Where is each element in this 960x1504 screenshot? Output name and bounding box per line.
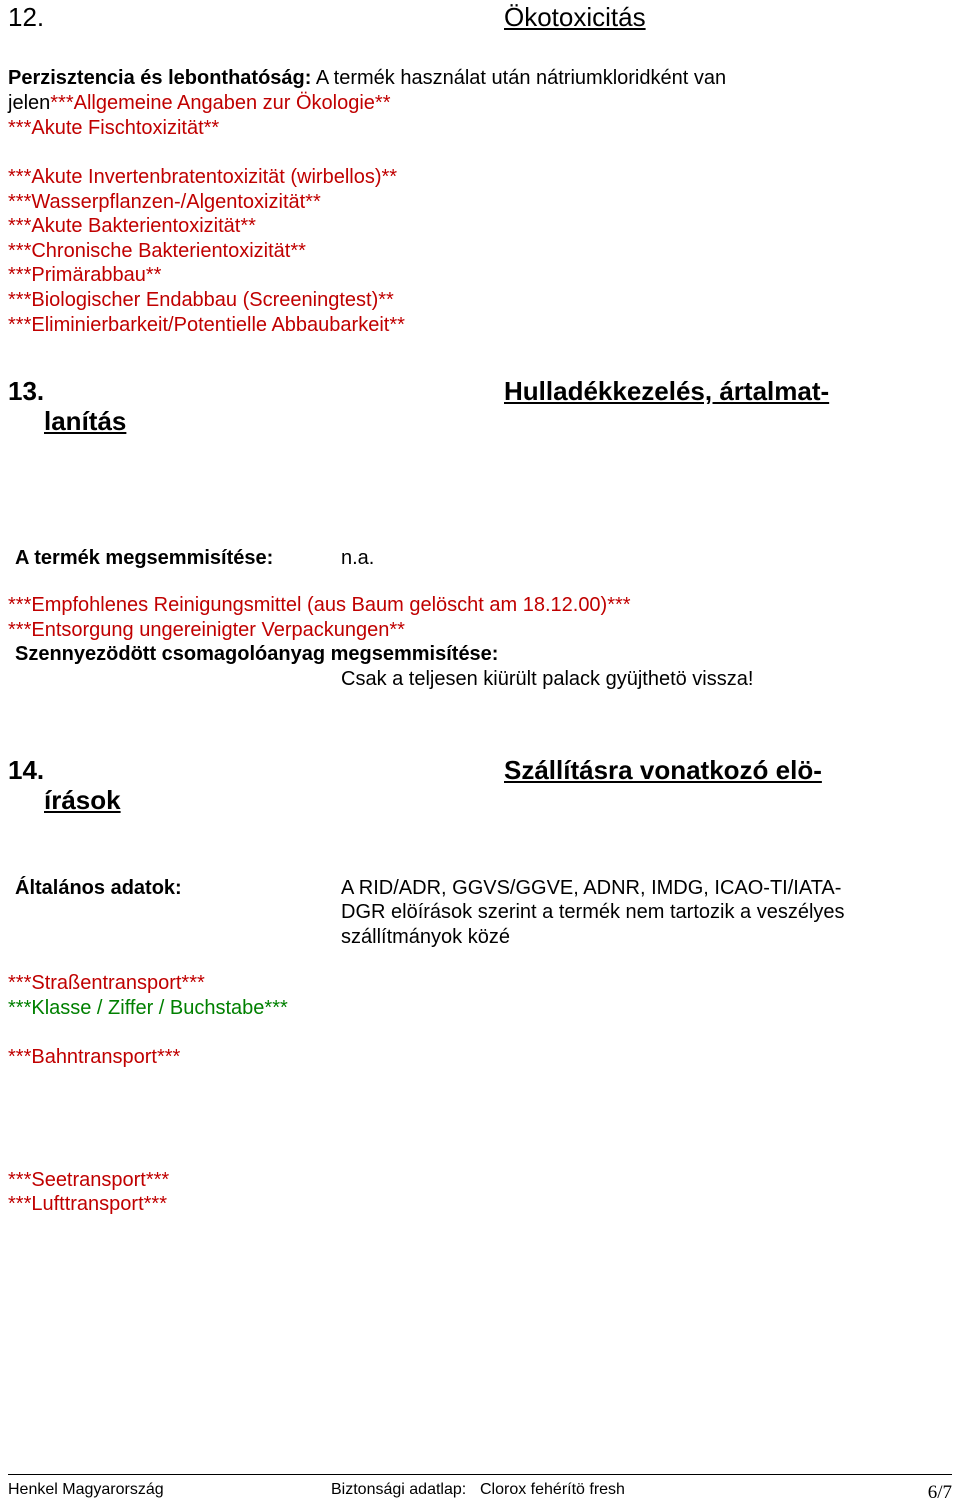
disposal-label: A termék megsemmisítése:	[15, 547, 274, 569]
footer-product: Clorox fehérítö fresh	[480, 1481, 625, 1498]
section-12-title: Ökotoxicitás	[504, 2, 646, 32]
eco-note-bacteria-chronic: ***Chronische Bakterientoxizität**	[8, 240, 306, 262]
rail-transport-note: ***Bahntransport***	[8, 1046, 181, 1068]
footer-company: Henkel Magyarország	[8, 1481, 164, 1498]
general-data-text-2: DGR elöírások szerint a termék nem tartozik a veszélyes	[341, 901, 845, 923]
eco-note-primary-degradation: ***Primärabbau**	[8, 264, 162, 286]
section-13-title: Hulladékkezelés, ártalmat-	[504, 376, 830, 406]
eco-note-algae: ***Wasserpflanzen-/Algentoxizität**	[8, 191, 321, 213]
packaging-disposal-note: ***Entsorgung ungereinigter Verpackungen**	[8, 619, 405, 641]
footer-divider	[8, 1474, 952, 1475]
eco-note-fish: ***Akute Fischtoxizität**	[8, 117, 220, 139]
section-14-title: Szállításra vonatkozó elö-	[504, 755, 822, 785]
eco-note-bacteria-acute: ***Akute Bakterientoxizität**	[8, 215, 256, 237]
cleaning-agent-note: ***Empfohlenes Reinigungsmittel (aus Baum gelöscht am 18.12.00)***	[8, 594, 631, 616]
class-note: ***Klasse / Ziffer / Buchstabe***	[8, 997, 288, 1019]
persistence-line-1	[8, 66, 726, 91]
road-transport-note: ***Straßentransport***	[8, 972, 205, 994]
section-13-number: 13.	[8, 376, 45, 406]
persistence-text: A termék használat után nátriumkloridként van	[311, 67, 727, 89]
general-data-text-3: szállítmányok közé	[341, 926, 510, 948]
persistence-line-2	[8, 91, 391, 116]
eco-note-invertebrate: ***Akute Invertenbratentoxizität (wirbellos)**	[8, 166, 398, 188]
ecology-general-note: ***Allgemeine Angaben zur Ökologie**	[50, 92, 391, 114]
section-14-title-cont: írások	[44, 785, 121, 815]
general-data-label: Általános adatok:	[15, 877, 182, 899]
persistence-text-cont: jelen	[8, 92, 51, 114]
section-14-number: 14.	[8, 755, 45, 785]
eco-note-biological-degradation: ***Biologischer Endabbau (Screeningtest)**	[8, 289, 394, 311]
packaging-label: Szennyezödött csomagolóanyag megsemmisítése:	[15, 643, 499, 665]
general-data-text-1: A RID/ADR, GGVS/GGVE, ADNR, IMDG, ICAO-TI/IATA-	[341, 877, 842, 899]
section-12-number: 12.	[8, 2, 45, 32]
page-number: 6/7	[927, 1482, 952, 1503]
packaging-value: Csak a teljesen kiürült palack gyüjthetö vissza!	[341, 668, 754, 690]
persistence-label: Perzisztencia és lebonthatóság:	[8, 67, 312, 89]
disposal-value: n.a.	[341, 547, 375, 569]
footer-doc-label: Biztonsági adatlap:	[331, 1481, 467, 1498]
section-13-title-cont: lanítás	[44, 406, 127, 436]
eco-note-eliminability: ***Eliminierbarkeit/Potentielle Abbaubarkeit**	[8, 314, 405, 336]
air-transport-note: ***Lufttransport***	[8, 1193, 167, 1215]
sea-transport-note: ***Seetransport***	[8, 1169, 170, 1191]
